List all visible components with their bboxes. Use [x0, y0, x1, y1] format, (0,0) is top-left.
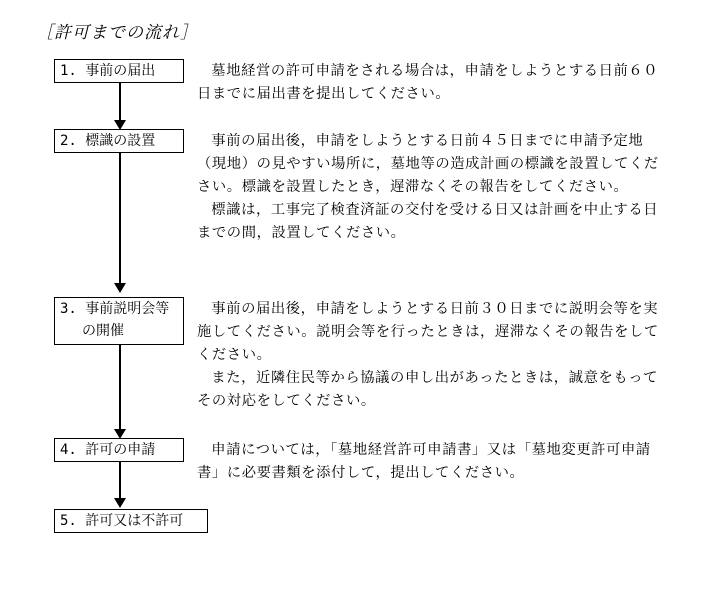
step-2-label: 2. 標識の設置	[60, 133, 156, 149]
step-4-box	[54, 438, 184, 462]
flow-connector	[119, 82, 121, 122]
step-3-paragraph-1: 事前の届出後，申請をしようとする日前３０日までに説明会等を実施してください。説明会等を行ったときは，遅滞なくその報告をしてください。	[197, 301, 659, 363]
step-4-description	[197, 439, 667, 485]
step-3-box	[54, 297, 184, 345]
flow-connector	[119, 461, 121, 500]
flow-connector	[119, 344, 121, 431]
step-2-paragraph-2: 標識は，工事完了検査済証の交付を受ける日又は計画を中止する日までの間，設置してください。	[197, 202, 659, 241]
step-3-paragraph-2: また，近隣住民等から協議の申し出があったときは，誠意をもってその対応をしてください。	[197, 370, 659, 409]
step-5-label: 5. 許可又は不許可	[60, 513, 184, 529]
step-1-box	[54, 59, 184, 83]
step-3-description	[197, 298, 667, 413]
arrow-down-icon	[114, 498, 126, 508]
step-1-paragraph-1: 墓地経営の許可申請をされる場合は，申請をしようとする日前６０日までに届出書を提出してください。	[197, 63, 659, 102]
step-2-description	[197, 130, 667, 245]
step-2-box	[54, 129, 184, 153]
step-1-label: 1. 事前の届出	[60, 63, 156, 79]
step-3-label: 3. 事前説明会等	[60, 301, 170, 317]
flow-connector	[119, 152, 121, 285]
step-3-label-line2: の開催	[82, 323, 124, 339]
step-5-box	[54, 509, 208, 533]
step-4-label: 4. 許可の申請	[60, 442, 156, 458]
step-1-description	[197, 60, 667, 106]
arrow-down-icon	[114, 283, 126, 293]
step-2-paragraph-1: 事前の届出後，申請をしようとする日前４５日までに申請予定地（現地）の見やすい場所に，墓地等の造成計画の標識を設置してください。標識を設置したとき，遅滞なくその報告をしてください。	[197, 133, 659, 195]
step-4-paragraph-1: 申請については，「墓地経営許可申請書」又は「墓地変更許可申請書」に必要書類を添付して，提出してください。	[197, 442, 651, 481]
page-title: ［許可までの流れ］	[36, 23, 198, 43]
